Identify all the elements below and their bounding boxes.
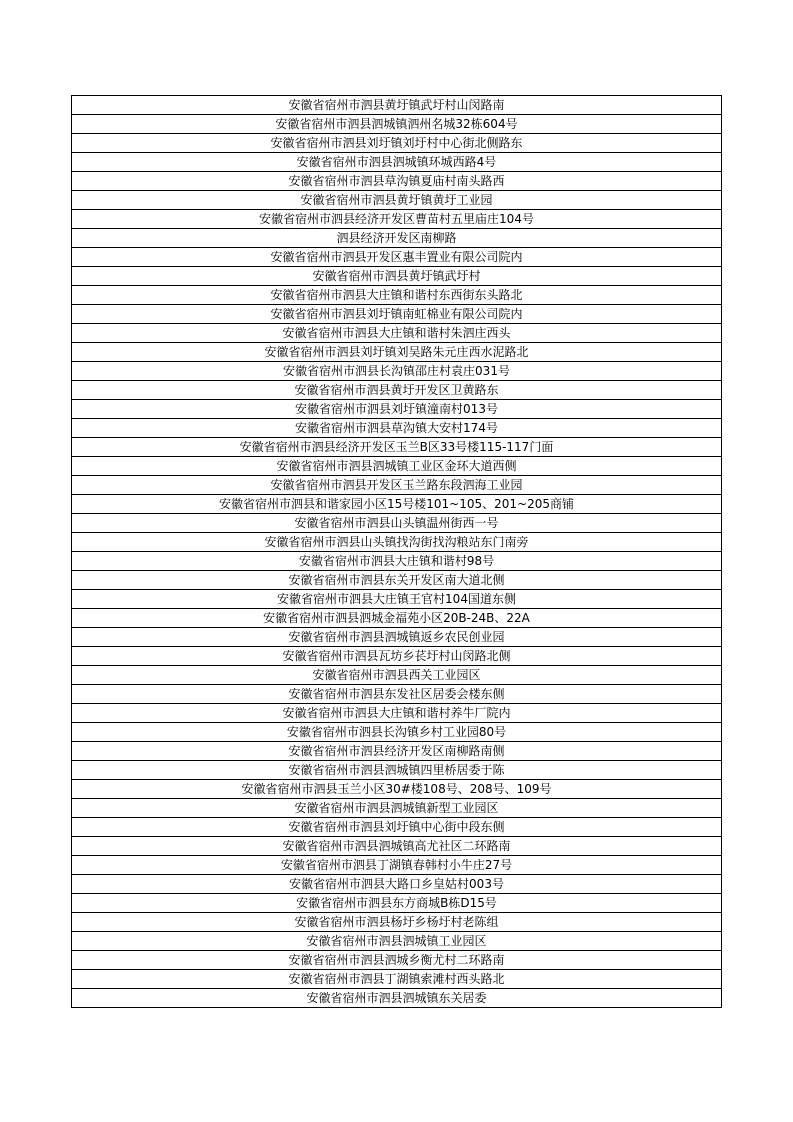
address-cell: 安徽省宿州市泗县泗城镇四里桥居委于陈 [72, 761, 722, 780]
address-cell: 安徽省宿州市泗县大庄镇和谐村东西街东头路北 [72, 286, 722, 305]
address-cell: 安徽省宿州市泗县大庄镇和谐村98号 [72, 552, 722, 571]
address-cell: 安徽省宿州市泗县山头镇温州街西一号 [72, 514, 722, 533]
table-row [72, 305, 722, 324]
address-cell: 安徽省宿州市泗县东发社区居委会楼东侧 [72, 685, 722, 704]
table-row [72, 400, 722, 419]
address-cell: 安徽省宿州市泗县泗城镇新型工业园区 [72, 799, 722, 818]
table-row [72, 286, 722, 305]
table-row [72, 191, 722, 210]
table-row [72, 799, 722, 818]
address-cell: 安徽省宿州市泗县瓦坊乡苌圩村山闵路北侧 [72, 647, 722, 666]
table-row [72, 875, 722, 894]
address-cell: 安徽省宿州市泗县玉兰小区30#楼108号、208号、109号 [72, 780, 722, 799]
table-row [72, 818, 722, 837]
table-row [72, 514, 722, 533]
table-row [72, 153, 722, 172]
table-row [72, 172, 722, 191]
address-cell: 安徽省宿州市泗县泗城镇工业区金环大道西侧 [72, 457, 722, 476]
address-cell: 安徽省宿州市泗县刘圩镇刘圩村中心街北侧路东 [72, 134, 722, 153]
table-row [72, 989, 722, 1008]
table-row [72, 609, 722, 628]
address-cell: 安徽省宿州市泗县开发区玉兰路东段泗海工业园 [72, 476, 722, 495]
table-row [72, 438, 722, 457]
address-table-body [72, 96, 722, 1008]
table-row [72, 457, 722, 476]
address-cell: 安徽省宿州市泗县大庄镇和谐村朱泗庄西头 [72, 324, 722, 343]
address-cell: 安徽省宿州市泗县刘圩镇南虹棉业有限公司院内 [72, 305, 722, 324]
table-row [72, 419, 722, 438]
address-cell: 安徽省宿州市泗县丁湖镇春韩村小牛庄27号 [72, 856, 722, 875]
address-cell: 泗县经济开发区南柳路 [72, 229, 722, 248]
address-cell: 安徽省宿州市泗县泗城镇环城西路4号 [72, 153, 722, 172]
table-row [72, 894, 722, 913]
address-cell: 安徽省宿州市泗县东方商城B栋D15号 [72, 894, 722, 913]
table-row [72, 628, 722, 647]
table-row [72, 248, 722, 267]
address-cell: 安徽省宿州市泗县泗城镇泗州名城32栋604号 [72, 115, 722, 134]
table-row [72, 96, 722, 115]
address-cell: 安徽省宿州市泗县西关工业园区 [72, 666, 722, 685]
table-row [72, 495, 722, 514]
table-row [72, 685, 722, 704]
table-row [72, 362, 722, 381]
address-cell: 安徽省宿州市泗县黄圩镇武圩村 [72, 267, 722, 286]
table-row [72, 590, 722, 609]
address-cell: 安徽省宿州市泗县刘圩镇潼南村013号 [72, 400, 722, 419]
table-row [72, 552, 722, 571]
address-cell: 安徽省宿州市泗县杨圩乡杨圩村老陈组 [72, 913, 722, 932]
address-cell: 安徽省宿州市泗县泗城镇东关居委 [72, 989, 722, 1008]
table-row [72, 761, 722, 780]
address-cell: 安徽省宿州市泗县草沟镇夏庙村南头路西 [72, 172, 722, 191]
table-row [72, 704, 722, 723]
address-cell: 安徽省宿州市泗县长沟镇邵庄村袁庄031号 [72, 362, 722, 381]
table-row [72, 229, 722, 248]
address-cell: 安徽省宿州市泗县泗城镇返乡农民创业园 [72, 628, 722, 647]
table-row [72, 115, 722, 134]
address-cell: 安徽省宿州市泗县草沟镇大安村174号 [72, 419, 722, 438]
address-cell: 安徽省宿州市泗县东关开发区南大道北侧 [72, 571, 722, 590]
address-cell: 安徽省宿州市泗县山头镇找沟街找沟粮站东门南旁 [72, 533, 722, 552]
address-cell: 安徽省宿州市泗县大庄镇王官村104国道东侧 [72, 590, 722, 609]
address-cell: 安徽省宿州市泗县泗城乡衡尤村二环路南 [72, 951, 722, 970]
table-row [72, 267, 722, 286]
address-cell: 安徽省宿州市泗县和谐家园小区15号楼101~105、201~205商铺 [72, 495, 722, 514]
table-row [72, 210, 722, 229]
address-cell: 安徽省宿州市泗县刘圩镇刘吴路朱元庄西水泥路北 [72, 343, 722, 362]
table-row [72, 951, 722, 970]
table-row [72, 932, 722, 951]
address-cell: 安徽省宿州市泗县黄圩镇黄圩工业园 [72, 191, 722, 210]
table-row [72, 343, 722, 362]
address-cell: 安徽省宿州市泗县长沟镇乡村工业园80号 [72, 723, 722, 742]
address-cell: 安徽省宿州市泗县经济开发区南柳路南侧 [72, 742, 722, 761]
address-cell: 安徽省宿州市泗县刘圩镇中心街中段东侧 [72, 818, 722, 837]
table-row [72, 913, 722, 932]
table-row [72, 723, 722, 742]
table-row [72, 571, 722, 590]
address-cell: 安徽省宿州市泗县泗城金福苑小区20B-24B、22A [72, 609, 722, 628]
table-row [72, 134, 722, 153]
table-row [72, 533, 722, 552]
address-cell: 安徽省宿州市泗县丁湖镇索滩村西头路北 [72, 970, 722, 989]
address-cell: 安徽省宿州市泗县泗城镇工业园区 [72, 932, 722, 951]
address-cell: 安徽省宿州市泗县开发区惠丰置业有限公司院内 [72, 248, 722, 267]
table-row [72, 647, 722, 666]
address-cell: 安徽省宿州市泗县泗城镇高尤社区二环路南 [72, 837, 722, 856]
address-cell: 安徽省宿州市泗县经济开发区曹苗村五里庙庄104号 [72, 210, 722, 229]
table-row [72, 837, 722, 856]
address-cell: 安徽省宿州市泗县经济开发区玉兰B区33号楼115-117门面 [72, 438, 722, 457]
address-cell: 安徽省宿州市泗县黄圩镇武圩村山闵路南 [72, 96, 722, 115]
table-row [72, 742, 722, 761]
address-cell: 安徽省宿州市泗县黄圩开发区卫黄路东 [72, 381, 722, 400]
address-cell: 安徽省宿州市泗县大庄镇和谐村养牛厂院内 [72, 704, 722, 723]
table-row [72, 970, 722, 989]
table-row [72, 381, 722, 400]
table-row [72, 324, 722, 343]
table-row [72, 780, 722, 799]
table-row [72, 856, 722, 875]
address-cell: 安徽省宿州市泗县大路口乡皇姑村003号 [72, 875, 722, 894]
table-row [72, 666, 722, 685]
table-row [72, 476, 722, 495]
address-table [71, 95, 722, 1008]
